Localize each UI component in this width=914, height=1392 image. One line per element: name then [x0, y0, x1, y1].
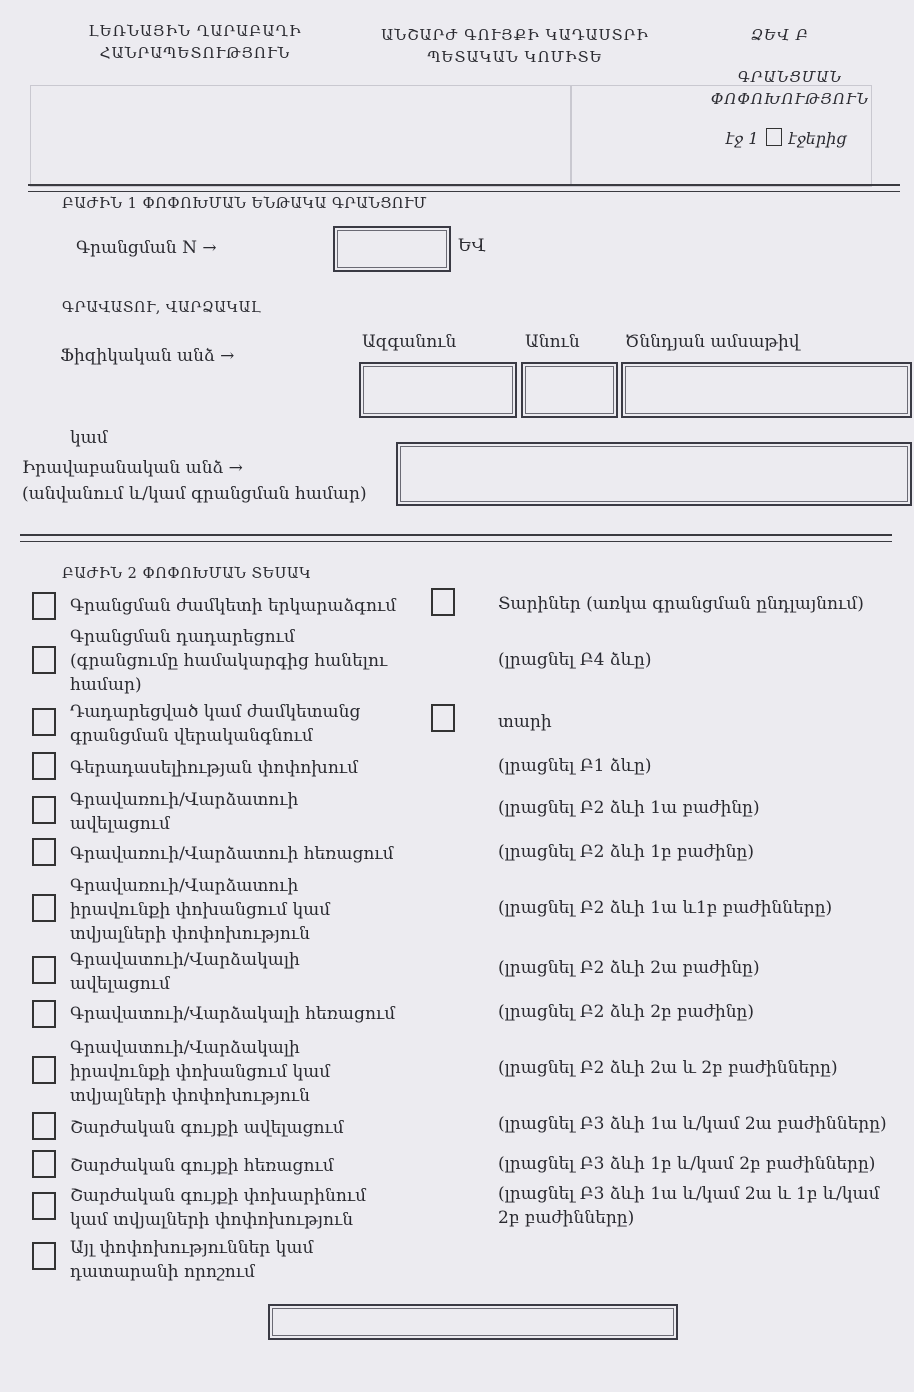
surname-field[interactable] — [359, 362, 517, 418]
change-type-label: Շարժական գույքի ավելացում — [70, 1118, 344, 1138]
page-counter-suffix: էջերից — [788, 129, 847, 148]
change-type-checkbox[interactable] — [32, 796, 56, 824]
or-label: կամ — [70, 428, 108, 448]
change-type-checkbox[interactable] — [32, 752, 56, 780]
change-type-label: Այլ փոփոխություններ կամ դատարանի որոշում — [70, 1238, 314, 1282]
change-type-checkbox[interactable] — [32, 1150, 56, 1178]
surname-column-label: Ազգանուն — [362, 332, 457, 352]
change-type-checkbox[interactable] — [32, 592, 56, 620]
form-title-line2: ՓՈՓՈԽՈՒԹՅՈՒՆ — [710, 90, 870, 108]
change-type-label: Գերադասելիության փոփոխում — [70, 758, 359, 778]
change-type-label: Գրավատուի/Վարձակալի իրավունքի փոխանցում կամ տվյալների փոփոխություն — [70, 1038, 331, 1106]
legal-entity-field[interactable] — [396, 442, 912, 506]
change-type-note: (լրացնել Բ3 ձևի 1բ և/կամ 2բ բաժինները) — [498, 1154, 876, 1174]
change-type-note: (լրացնել Բ2 ձևի 2ա բաժինը) — [498, 958, 760, 978]
total-pages-box[interactable] — [766, 128, 782, 146]
org-name — [60, 20, 330, 64]
change-type-note: (լրացնել Բ2 ձևի 1բ բաժինը) — [498, 842, 754, 862]
change-type-label: Գրանցման դադարեցում (գրանցումը համակարգից հանելու համար) — [70, 627, 388, 695]
divider — [20, 534, 892, 536]
change-type-label: Շարժական գույքի հեռացում — [70, 1156, 334, 1176]
change-type-checkbox[interactable] — [32, 1242, 56, 1270]
birthdate-column-label: Ծննդյան ամսաթիվ — [625, 332, 800, 352]
change-type-checkbox[interactable] — [32, 708, 56, 736]
reg-no-suffix: ԵՎ — [458, 236, 486, 256]
section2-title: ԲԱԺԻՆ 2 ՓՈՓՈԽՄԱՆ ՏԵՍԱԿ — [62, 566, 312, 582]
change-type-note: Տարիներ (առկա գրանցման ընդլայնում) — [498, 594, 864, 614]
form-code: ՁԵՎ Բ — [750, 26, 810, 44]
court-decision-field[interactable] — [268, 1304, 678, 1340]
change-type-label: Դադարեցված կամ ժամկետանց գրանցման վերականգնում — [70, 702, 361, 746]
form-title — [690, 66, 890, 110]
page-counter — [726, 128, 847, 148]
change-type-label: Գրավառուի/Վարձատուի ավելացում — [70, 790, 299, 834]
change-type-checkbox[interactable] — [32, 838, 56, 866]
bleed-through-box — [30, 85, 572, 187]
change-type-label: Գրանցման ժամկետի երկարաձգում — [70, 596, 397, 616]
extension-years-box[interactable] — [431, 588, 455, 616]
section1-title: ԲԱԺԻՆ 1 ՓՈՓՈԽՄԱՆ ԵՆԹԱԿԱ ԳՐԱՆՑՈՒՄ — [62, 196, 428, 212]
revival-years-box[interactable] — [431, 704, 455, 732]
registry-name-line2: ՊԵՏԱԿԱՆ ԿՈՄԻՏԵ — [427, 48, 603, 66]
change-type-checkbox[interactable] — [32, 894, 56, 922]
reg-no-label: Գրանցման N → — [76, 238, 217, 258]
change-type-note: (լրացնել Բ2 ձևի 1ա և1բ բաժինները) — [498, 898, 833, 918]
name-field[interactable] — [521, 362, 618, 418]
org-name-line1: ԼԵՌՆԱՅԻՆ ՂԱՐԱԲԱՂԻ — [88, 22, 302, 40]
legal-entity-hint: (անվանում և/կամ գրանցման համար) — [22, 484, 367, 504]
name-column-label: Անուն — [525, 332, 580, 352]
change-type-note: (լրացնել Բ2 ձևի 2բ բաժինը) — [498, 1002, 754, 1022]
divider — [20, 541, 892, 542]
change-type-note: տարի — [498, 712, 552, 732]
change-type-checkbox[interactable] — [32, 646, 56, 674]
change-type-label: Շարժական գույքի փոխարինում կամ տվյալների փոփոխություն — [70, 1186, 367, 1230]
change-type-label: Գրավառուի/Վարձատուի իրավունքի փոխանցում կամ տվյալների փոփոխություն — [70, 876, 331, 944]
divider — [28, 191, 900, 192]
change-type-note: (լրացնել Բ3 ձևի 1ա և/կամ 2ա և 1բ և/կամ 2բ բաժինները) — [498, 1184, 880, 1228]
holder-heading: ԳՐԱՎԱՏՈՒ, ՎԱՐՁԱԿԱԼ — [62, 300, 262, 316]
form-title-line1: ԳՐԱՆՑՄԱՆ — [737, 68, 843, 86]
page-counter-prefix: էջ 1 — [726, 129, 759, 148]
birthdate-field[interactable] — [621, 362, 912, 418]
change-type-checkbox[interactable] — [32, 1112, 56, 1140]
change-type-label: Գրավառուի/Վարձատուի հեռացում — [70, 844, 394, 864]
change-type-checkbox[interactable] — [32, 956, 56, 984]
org-name-line2: ՀԱՆՐԱՊԵՏՈՒԹՅՈՒՆ — [99, 44, 291, 62]
change-type-checkbox[interactable] — [32, 1192, 56, 1220]
reg-no-field[interactable] — [333, 226, 451, 272]
divider — [28, 184, 900, 186]
legal-entity-label: Իրավաբանական անձ → — [22, 458, 243, 478]
change-type-note: (լրացնել Բ3 ձևի 1ա և/կամ 2ա բաժինները) — [498, 1114, 887, 1134]
change-type-note: (լրացնել Բ4 ձևը) — [498, 650, 652, 670]
natural-person-label: Ֆիզիկական անձ → — [60, 346, 235, 366]
change-type-note: (լրացնել Բ1 ձևը) — [498, 756, 652, 776]
registry-name-line1: ԱՆՇԱՐԺ ԳՈՒՅՔԻ ԿԱԴԱՍՏՐԻ — [381, 26, 649, 44]
registry-name — [355, 24, 675, 68]
change-type-note: (լրացնել Բ2 ձևի 1ա բաժինը) — [498, 798, 760, 818]
change-type-checkbox[interactable] — [32, 1056, 56, 1084]
change-type-label: Գրավատուի/Վարձակալի հեռացում — [70, 1004, 396, 1024]
change-type-label: Գրավատուի/Վարձակալի ավելացում — [70, 950, 300, 994]
change-type-note: (լրացնել Բ2 ձևի 2ա և 2բ բաժինները) — [498, 1058, 838, 1078]
change-type-checkbox[interactable] — [32, 1000, 56, 1028]
